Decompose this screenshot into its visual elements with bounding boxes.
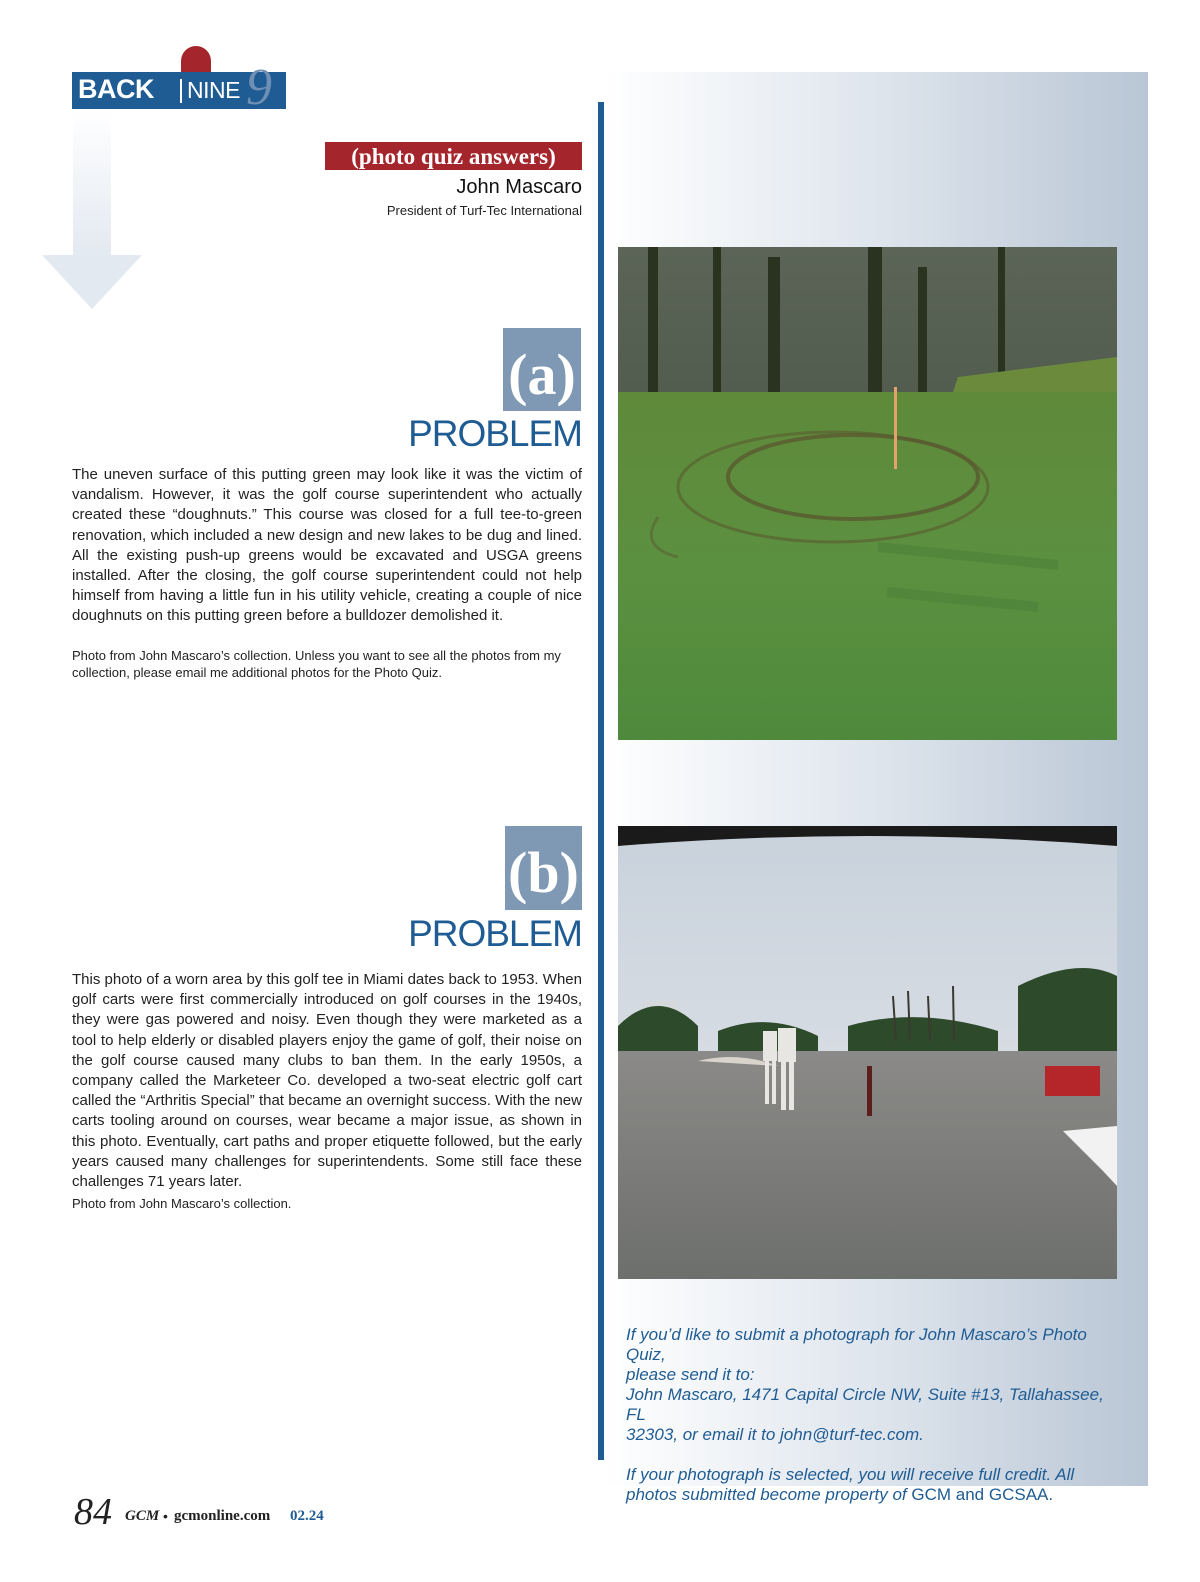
problem-a-body: The uneven surface of this putting green may look like it was the victim of vandalism. However, it was the golf course superintendent who actually created these “doughnuts.” This course was closed for a full tee-to-green renovation, which included a new design and new lakes to be dug and lined. All the existing push-up greens would be excavated and USGA greens installed. After the closing, the golf course superintendent could not help himself from having a little fun in his utility vehicle, creating a couple of nice doughnuts on this putting green before a bulldozer demolished it. (72, 466, 582, 625)
issue-date: 02.24 (290, 1508, 324, 1524)
section-badge-back: BACK (78, 74, 154, 104)
submission-credit-text (626, 1465, 1126, 1505)
section-badge-divider (180, 79, 182, 103)
problem-b-body: This photo of a worn area by this golf tee in Miami dates back to 1953. When golf carts were first commercially introduced on golf courses in the 1940s, they were gas powered and noisy. Even though they were marketed as a tool to help elderly or disabled players enjoy the game of golf, their noise on the golf course caused many clubs to ban them. In the early 1950s, a company called the Marketeer Co. developed a two-seat electric golf cart called the “Arthritis Special” that became an overnight success. With the new carts tooling around on courses, wear became a major issue, as shown in this photo. Eventually, cart paths and proper etiquette followed, but the early years caused many challenges for superintendents. Some still face these challenges 71 years later. (72, 971, 582, 1191)
down-arrow-shaft (73, 109, 111, 257)
problem-b-letter: (b) (508, 840, 579, 905)
problem-a-heading: PROBLEM (408, 413, 582, 454)
author-name: John Mascaro (456, 176, 582, 198)
section-badge-nine: NINE (187, 77, 240, 103)
down-arrow-icon (42, 255, 142, 309)
submission-line-4: 32303, or email it to john@turf-tec.com. (626, 1425, 924, 1444)
problem-b-heading: PROBLEM (408, 913, 582, 954)
vintage-golf-tee-photo (618, 826, 1117, 1279)
problem-b-credit: Photo from John Mascaro’s collection. (72, 1196, 292, 1211)
submission-credit-lead: If your photograph is selected, you will receive full credit. All photos submitted become property of (626, 1465, 1075, 1504)
problem-a-credit: Photo from John Mascaro’s collection. Unless you want to see all the photos from my collection, please email me additional photos for the Photo Quiz. (72, 648, 561, 680)
submission-note (626, 1325, 1126, 1505)
submission-line-3: John Mascaro, 1471 Capital Circle NW, Suite #13, Tallahassee, FL (626, 1385, 1104, 1424)
submission-line-2: please send it to: (626, 1365, 755, 1384)
website-link[interactable]: gcmonline.com (174, 1508, 271, 1524)
problem-a-letter: (a) (508, 342, 576, 407)
section-badge-numeral: 9 (246, 59, 272, 116)
putting-green-photo (618, 247, 1117, 740)
header-badge-fin (181, 46, 211, 72)
submission-orgs: GCM and GCSAA. (911, 1485, 1054, 1504)
quiz-title: (photo quiz answers) (351, 144, 556, 169)
author-title: President of Turf-Tec International (386, 203, 582, 218)
footer-separator: • (163, 1508, 168, 1524)
page-number: 84 (74, 1491, 112, 1533)
submission-line-1: If you’d like to submit a photograph for John Mascaro’s Photo Quiz, (626, 1325, 1087, 1364)
publication-name: GCM (125, 1508, 160, 1524)
vertical-rule (598, 102, 604, 1460)
